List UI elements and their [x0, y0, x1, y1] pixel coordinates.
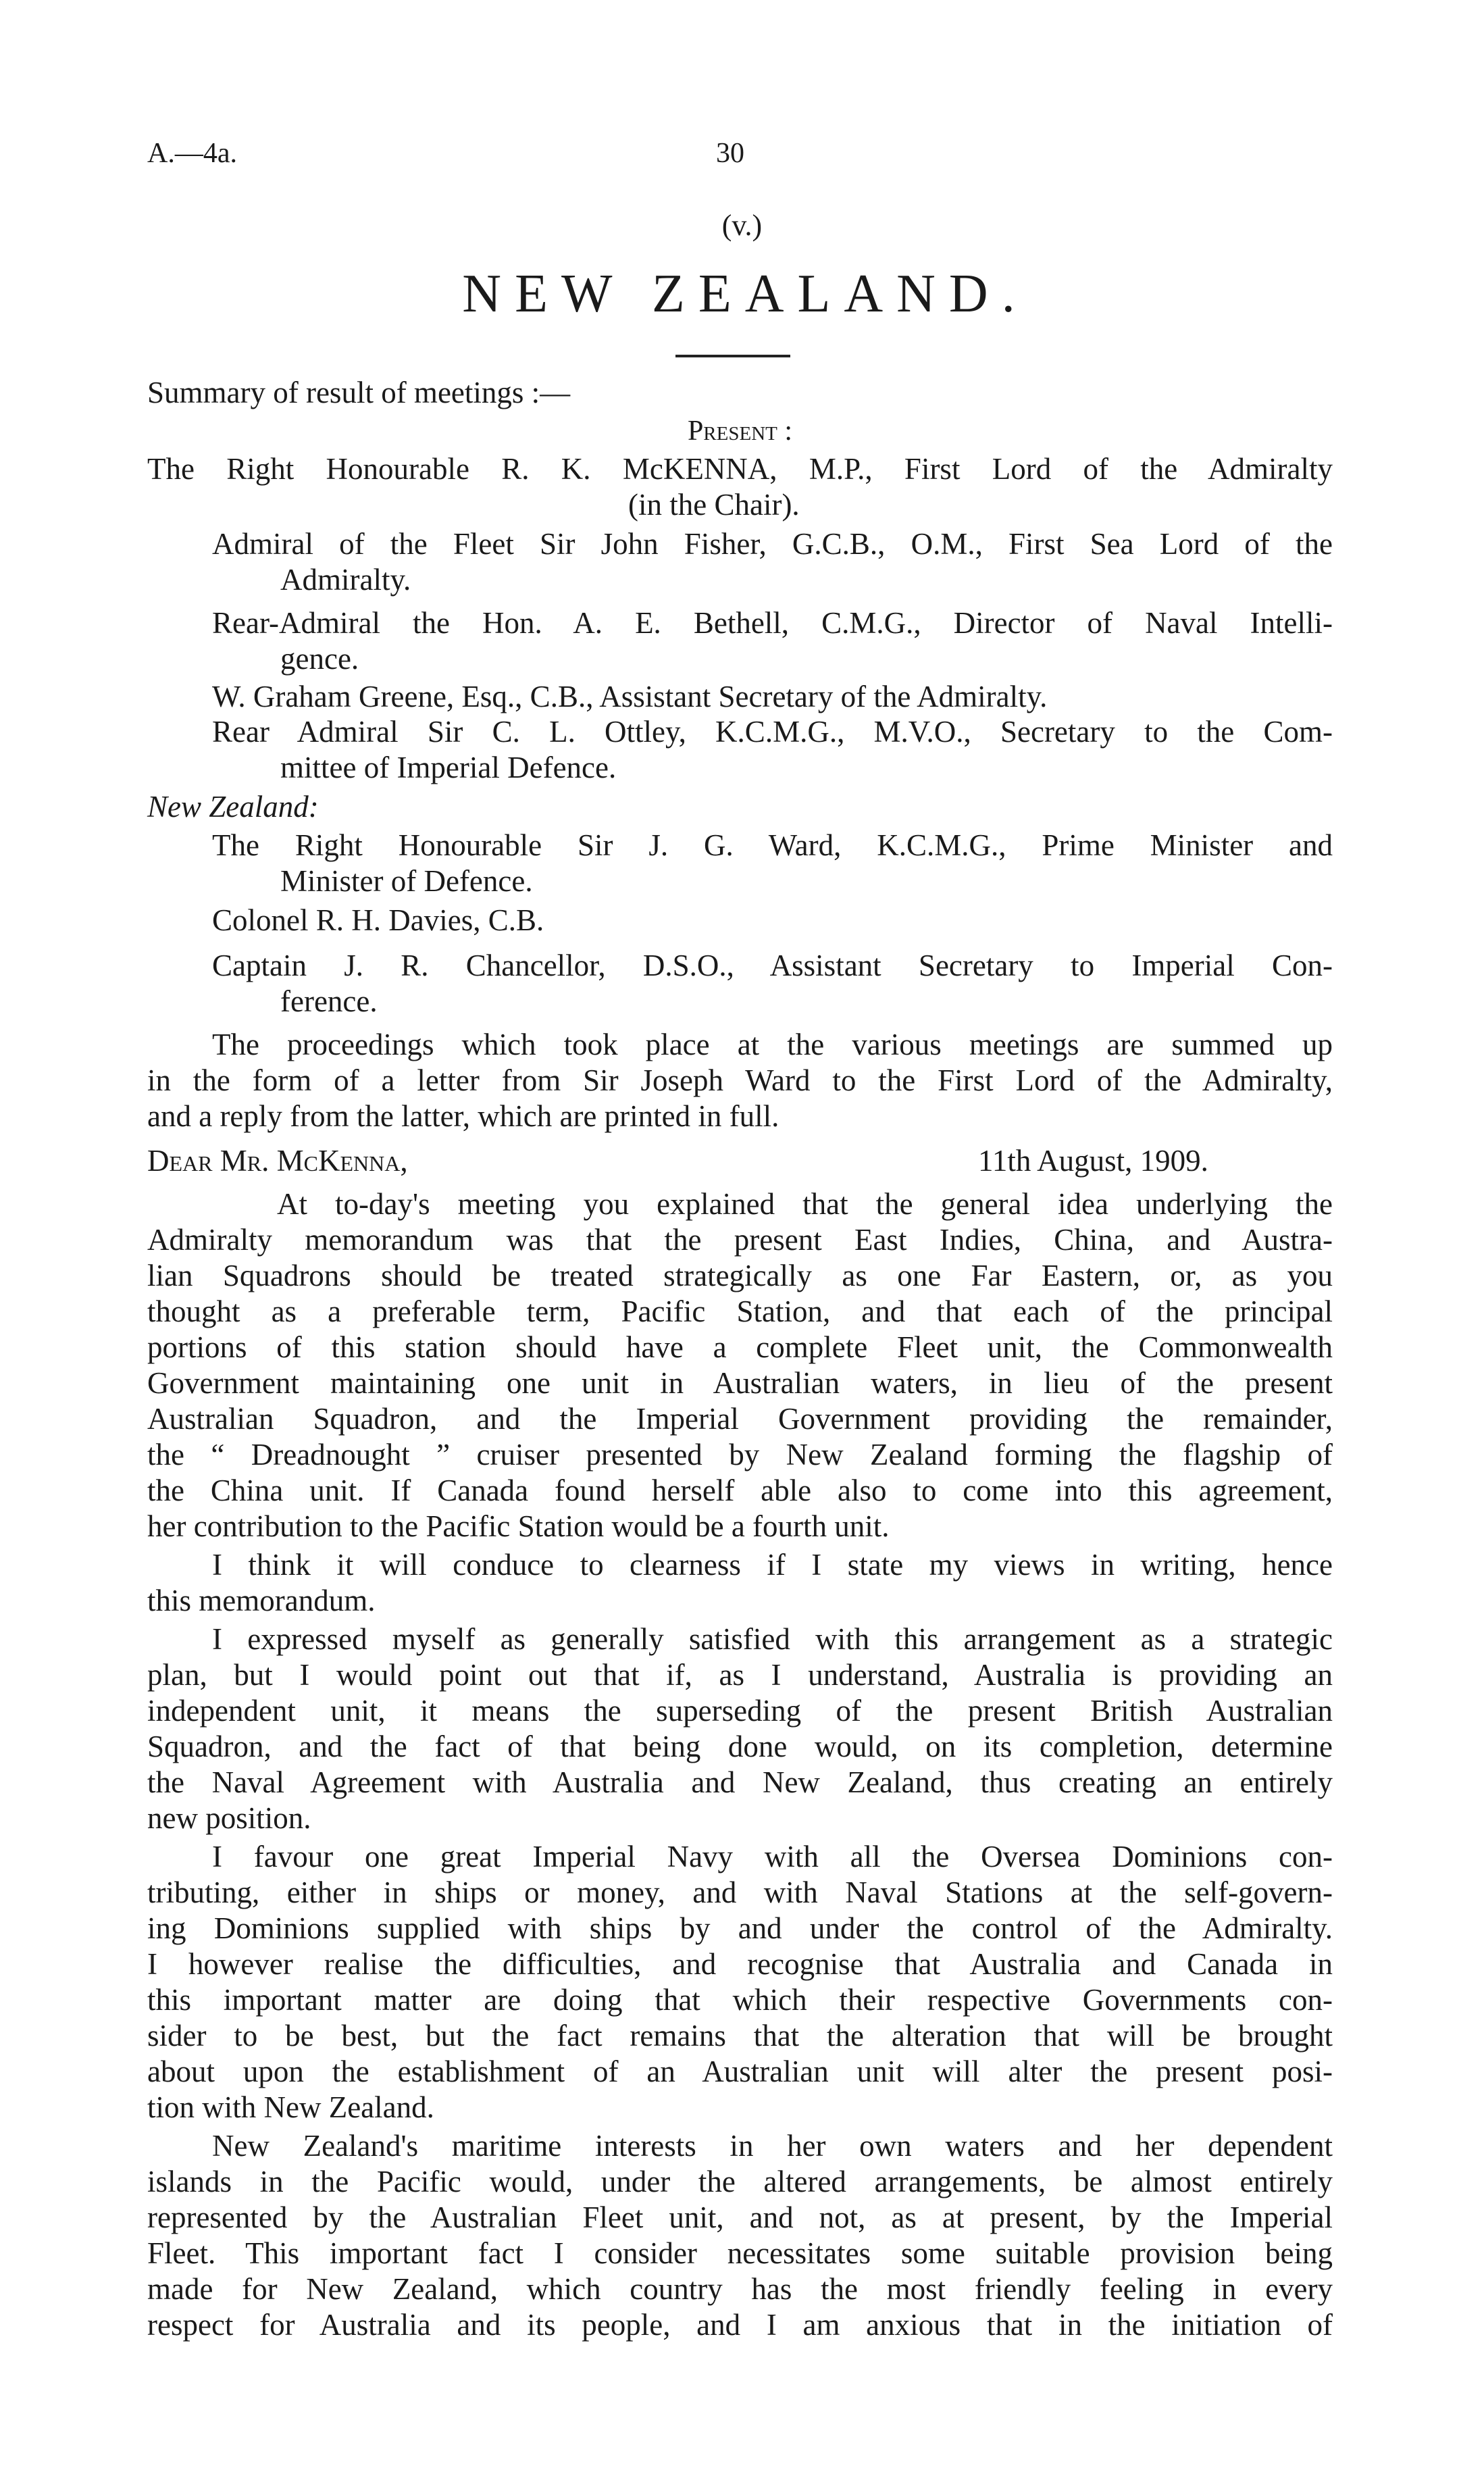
- body-line: thought as a preferable term, Pacific Station, and that each of the principal: [147, 1294, 1333, 1328]
- body-line: portions of this station should have a complete Fleet unit, the Commonwealth: [147, 1330, 1333, 1364]
- letter-date: 11th August, 1909.: [978, 1144, 1208, 1178]
- body-line: New Zealand's maritime interests in her own waters and her dependent: [212, 2129, 1333, 2163]
- body-line: the “ Dreadnought ” cruiser presented by New Zealand forming the flagship of: [147, 1438, 1333, 1471]
- body-line: sider to be best, but the fact remains that the alteration that will be brought: [147, 2019, 1333, 2053]
- body-line: lian Squadrons should be treated strategically as one Far Eastern, or, as you: [147, 1259, 1333, 1292]
- attendee-line: Colonel R. H. Davies, C.B.: [212, 903, 544, 937]
- attendee-line: Captain J. R. Chancellor, D.S.O., Assistant Secretary to Imperial Con-: [212, 949, 1333, 982]
- present-heading: Present :: [687, 416, 793, 447]
- attendee-line: W. Graham Greene, Esq., C.B., Assistant Secretary of the Admiralty.: [212, 680, 1048, 713]
- attendee-line: gence.: [280, 642, 359, 676]
- body-line: the Naval Agreement with Australia and New Zealand, thus creating an entirely: [147, 1765, 1333, 1799]
- attendee-line: The Right Honourable R. K. McKENNA, M.P., First Lord of the Admiralty: [147, 452, 1333, 486]
- body-line: plan, but I would point out that if, as I understand, Australia is providing an: [147, 1658, 1333, 1692]
- attendee-line: (in the Chair).: [628, 488, 800, 522]
- body-line: Government maintaining one unit in Australian waters, in lieu of the present: [147, 1366, 1333, 1400]
- body-line: islands in the Pacific would, under the altered arrangements, be almost entirely: [147, 2165, 1333, 2198]
- page-number: 30: [716, 138, 744, 169]
- body-line: Fleet. This important fact I consider necessitates some suitable provision being: [147, 2236, 1333, 2270]
- body-line: represented by the Australian Fleet unit, and not, as at present, by the Imperial: [147, 2200, 1333, 2234]
- body-line: I however realise the difficulties, and recognise that Australia and Canada in: [147, 1947, 1333, 1981]
- proceedings-line: and a reply from the latter, which are printed in full.: [147, 1099, 779, 1133]
- attendee-line: mittee of Imperial Defence.: [280, 751, 617, 784]
- body-line: tributing, either in ships or money, and with Naval Stations at the self-govern-: [147, 1876, 1333, 1909]
- body-line: independent unit, it means the superseding of the present British Australian: [147, 1694, 1333, 1728]
- body-line: about upon the establishment of an Australian unit will alter the present posi-: [147, 2055, 1333, 2088]
- attendee-line: ference.: [280, 984, 378, 1018]
- proceedings-line: The proceedings which took place at the various meetings are summed up: [212, 1028, 1333, 1061]
- attendee-line: Rear-Admiral the Hon. A. E. Bethell, C.M.G., Director of Naval Intelli-: [212, 606, 1333, 640]
- body-line: tion with New Zealand.: [147, 2090, 434, 2124]
- body-line: made for New Zealand, which country has the most friendly feeling in every: [147, 2272, 1333, 2306]
- section-title: NEW ZEALAND.: [462, 264, 1029, 324]
- body-line: I expressed myself as generally satisfied with this arrangement as a strategic: [212, 1622, 1333, 1656]
- body-line: At to-day's meeting you explained that the general idea underlying the: [277, 1187, 1333, 1221]
- body-line: her contribution to the Pacific Station would be a fourth unit.: [147, 1509, 890, 1543]
- attendee-line: Minister of Defence.: [280, 864, 533, 898]
- proceedings-line: in the form of a letter from Sir Joseph Ward to the First Lord of the Admiralty,: [147, 1063, 1333, 1097]
- document-reference: A.—4a.: [147, 138, 237, 169]
- summary-intro: Summary of result of meetings :—: [147, 376, 571, 409]
- body-line: Admiralty memorandum was that the present East Indies, China, and Austra-: [147, 1223, 1333, 1257]
- letter-salutation: Dear Mr. McKenna,: [147, 1144, 408, 1178]
- title-rule: [675, 355, 790, 357]
- body-line: I favour one great Imperial Navy with all the Oversea Dominions con-: [212, 1840, 1333, 1873]
- body-line: ing Dominions supplied with ships by and under the control of the Admiralty.: [147, 1911, 1333, 1945]
- attendee-line: Rear Admiral Sir C. L. Ottley, K.C.M.G., M.V.O., Secretary to the Com-: [212, 715, 1333, 749]
- body-line: this memorandum.: [147, 1584, 376, 1617]
- body-line: I think it will conduce to clearness if I state my views in writing, hence: [212, 1548, 1333, 1582]
- section-number: (v.): [721, 209, 763, 242]
- body-line: Squadron, and the fact of that being done would, on its completion, determine: [147, 1730, 1333, 1763]
- body-line: respect for Australia and its people, and I am anxious that in the initiation of: [147, 2308, 1333, 2342]
- body-line: this important matter are doing that which their respective Governments con-: [147, 1983, 1333, 2017]
- attendee-line: The Right Honourable Sir J. G. Ward, K.C.M.G., Prime Minister and: [212, 828, 1333, 862]
- body-line: new position.: [147, 1801, 311, 1835]
- attendee-line: Admiralty.: [280, 563, 411, 597]
- nz-heading: New Zealand:: [147, 790, 319, 824]
- body-line: Australian Squadron, and the Imperial Government providing the remainder,: [147, 1402, 1333, 1436]
- attendee-line: Admiral of the Fleet Sir John Fisher, G.C.B., O.M., First Sea Lord of the: [212, 527, 1333, 561]
- body-line: the China unit. If Canada found herself able also to come into this agreement,: [147, 1474, 1333, 1507]
